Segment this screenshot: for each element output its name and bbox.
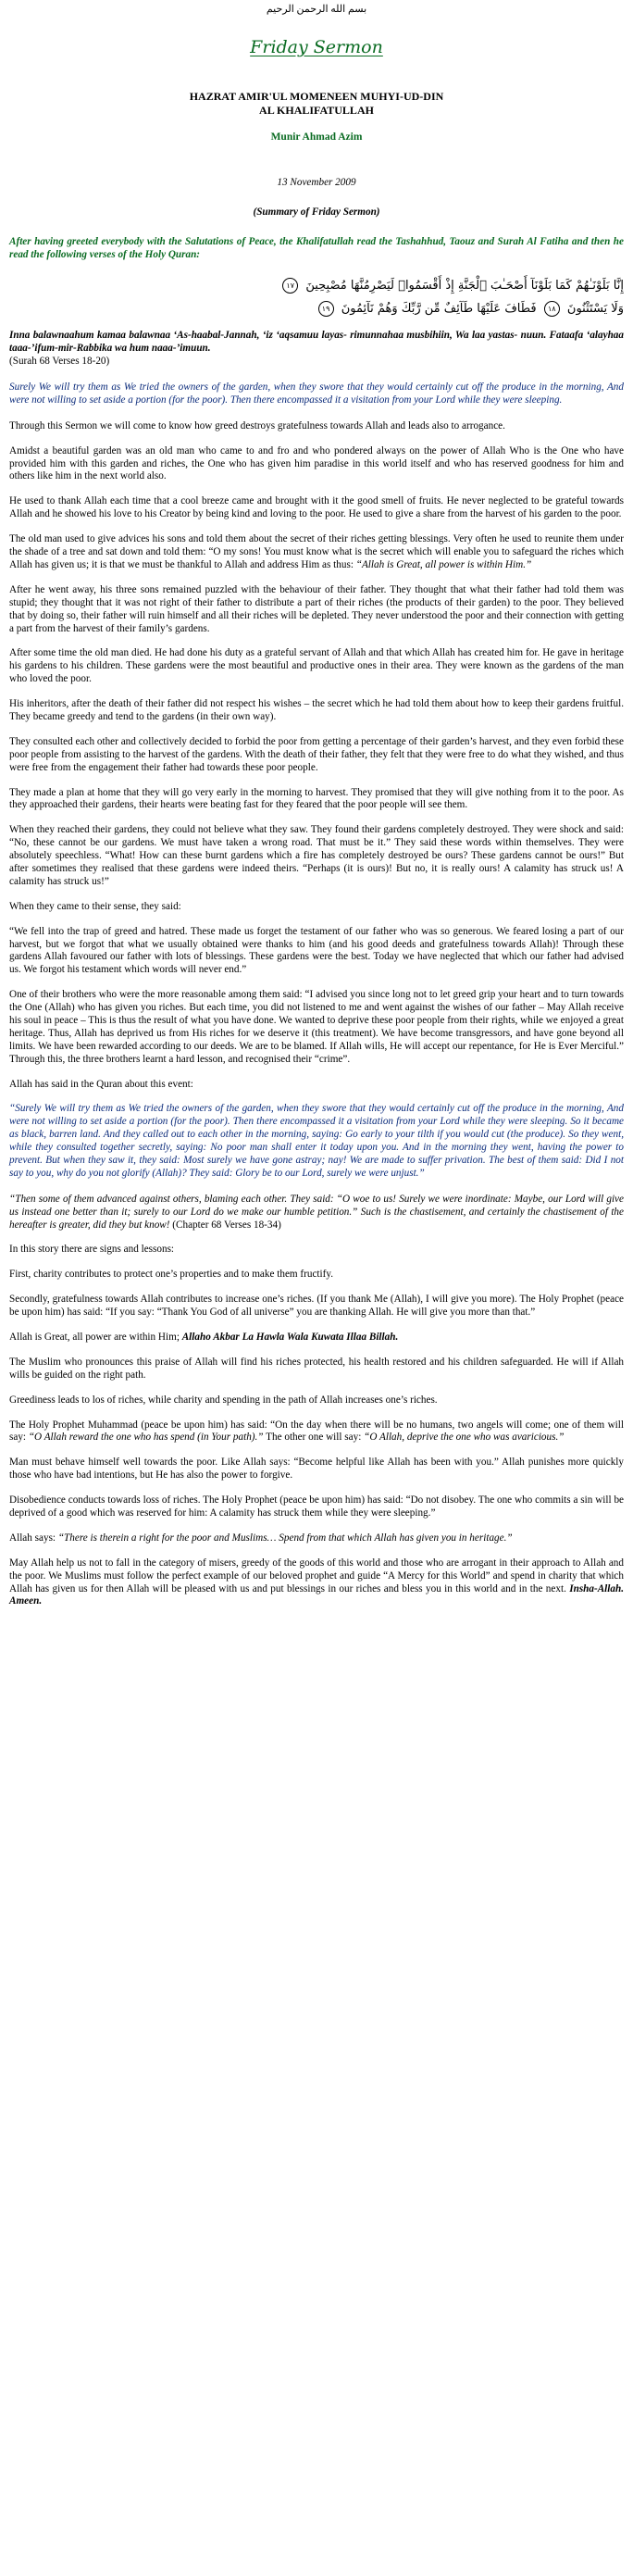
paragraph-9: They made a plan at home that they will go very early in the morning to harvest. They promised that they will give nothing from it to the poor. As they approached their gardens, their hearts were beating fast for they feared that the poor people will see them. bbox=[9, 786, 624, 811]
arabic-verse-text-3: فَطَافَ عَلَيْهَا طَآئِفٌ مِّن رَّبِّكَ وَهُمْ نَآئِمُونَ bbox=[341, 301, 537, 316]
paragraph-6: After some time the old man died. He had done his duty as a grateful servant of Allah and that which Allah has created him for. He gave in heritage his gardens to his children. These gardens were the most beautiful and productive ones in their area. They were known as the gardens of the man who loved the poor. bbox=[9, 647, 624, 685]
verse-marker-18: ١٨ bbox=[544, 301, 560, 317]
speaker-name bbox=[9, 90, 624, 118]
arabic-verse bbox=[9, 275, 624, 320]
summary-label: (Summary of Friday Sermon) bbox=[253, 206, 380, 219]
speaker-line-1: HAZRAT AMIR'UL MOMENEEN MUHYI-UD-DIN bbox=[189, 90, 444, 104]
verse-marker-17: ١٧ bbox=[282, 278, 298, 294]
lesson-behave: Man must behave himself well towards the poor. Like Allah says: “Become helpful like Allah has been with you.” Allah punishes more quickly those who have bad intentions, but He has also the power to forgive. bbox=[9, 1457, 624, 1482]
verse-transliteration: Inna balawnaahum kamaa balawnaa ‘As-haabal-Jannah, ‘iz ‘aqsamuu layas- rimunnahaa musbihiin, Wa laa yastas- nuun. Fataafa ‘alayhaa taaa-’ifum-mir-Rabbika wa hum naaa-’imuun. bbox=[9, 330, 624, 355]
paragraph-4 bbox=[9, 533, 624, 572]
paragraph-2: Amidst a beautiful garden was an old man who came to and fro and who pondered always on the power of Allah Who is the One who have provided him with this garden and riches, the One who has given him paradise in this world itself and who has reserved goodness for him and others like him in the next world also. bbox=[9, 444, 624, 482]
lesson-muslim: The Muslim who pronounces this praise of Allah will find his riches protected, his health restored and his children safeguarded. He will if Allah wills be guided on the right path. bbox=[9, 1356, 624, 1381]
paragraph-11: When they came to their sense, they said: bbox=[9, 900, 181, 912]
paragraph-7: His inheritors, after the death of their father did not respect his wishes – the secret which he had told them about how to keep their gardens fruitful. They became greedy and tend to the gardens (in their own way). bbox=[9, 698, 624, 722]
paragraph-12: “We fell into the trap of greed and hatred. These made us forget the testament of our father who was so generous. We feared losing a part of our harvest, but we forgot that what we usually obtained were thanks to him (and his good deeds and gratefulness towards Allah)! Through these gardens Allah favoured our father with lots of blessings. These gardens were the best. Today we have neglected that which our father had advised us. We forgot his testament which words will never end.” bbox=[9, 925, 624, 976]
paragraph-1: Through this Sermon we will come to know how greed destroys gratefulness towards Allah and leads also to arrogance. bbox=[9, 419, 505, 431]
arabic-verse-line-2 bbox=[9, 298, 624, 321]
lesson-prophet-text-2: The other one will say: bbox=[266, 1432, 362, 1444]
paragraph-5: After he went away, his three sons remained puzzled with the behaviour of their father. They thought that what their father had told them was stupid; they thought that it was not right of their father to distribute a part of their riches (the products of their garden) to the poor. They believed that by doing so, their father will ruin himself and all their riches will be depleted. They never understood the poor and their connection with getting a part from the harvest of their family’s gardens. bbox=[9, 583, 624, 634]
lessons-intro: In this story there are signs and lessons: bbox=[9, 1244, 175, 1256]
paragraph-8: They consulted each other and collectively decided to forbid the poor from getting a percentage of their garden’s harvest, and they even forbid these poor people from assisting to the harvest of the gardens. With the death of their father, they felt that they were free to do what they wished, and thus were free from the engagement their father had towards these poor people. bbox=[9, 735, 624, 773]
quran-quote-2-text: “Then some of them advanced against others, blaming each other. They said: “O woe to us! Surely we were inordinate: Maybe, our Lord will give us instead one better than it; surely to our Lord do we make our humble petition.” Such is the chastisement, and certainly the chastisement of the hereafter is greater, did they but know! bbox=[9, 1193, 624, 1231]
verse-marker-19: ١٩ bbox=[318, 301, 334, 317]
speaker-line-2: AL KHALIFATULLAH bbox=[259, 104, 374, 118]
lesson-disobey: Disobedience conducts towards loss of riches. The Holy Prophet (peace be upon him) has said: “Do not disobey. The one who commits a sin will be deprived of a good which was reserved for him: A calamity has struck them while they were sleeping.” bbox=[9, 1494, 624, 1519]
paragraph-13: One of their brothers who were the more reasonable among them said: “I advised you since long not to let greed grip your heart and to turn towards the One (Allah) who has given you riches. But each time, you did not listened to me and went against the wishes of our father – May Allah receive his soul in peace – This is thus the result of what you have done. We wanted to deprive these poor people from their rights, while we enjoyed a great heritage. Thus, Allah has deprived us from His riches for we deserve it (this treatment). We have become transgressors, and have gone beyond all limits. We have been rewarded according to our deeds. We are to be blamed. If Allah wills, He will accept our repentance, for He is Ever Merciful.” Through this, the three brothers learnt a hard lesson, and recognised their “crime”. bbox=[9, 989, 624, 1065]
closing-paragraph bbox=[9, 1557, 624, 1609]
arabic-verse-line-1 bbox=[9, 275, 624, 298]
paragraph-3: He used to thank Allah each time that a cool breeze came and brought with it the good smell of fruits. He never neglected to be grateful towards Allah and he showed his love to his Creator by being kind and loving to the poor. He used to give a share from the harvest of his garden to the poor. bbox=[9, 495, 624, 520]
paragraph-10: When they reached their gardens, they could not believe what they saw. They found their gardens completely destroyed. They were shock and said: “No, these cannot be our gardens. We must have taken a wrong road. That must be it.” They said these words within themselves. They were absolutely speechless. “What! How can these burnt gardens which a fire has completely destroyed be ours? These gardens cannot be ours!” But after sometimes they realised that these gardens were indeed theirs. “Perhaps (it is ours)! But no, it is really ours! A calamity has struck us! A calamity has struck us!” bbox=[9, 824, 624, 887]
basmala: بسم الله الرحمن الرحيم bbox=[266, 4, 367, 15]
verse-reference: (Surah 68 Verses 18-20) bbox=[9, 356, 110, 368]
translator-name: Munir Ahmad Azim bbox=[270, 131, 363, 144]
sermon-date: 13 November 2009 bbox=[277, 177, 356, 189]
quran-quote-2-reference: (Chapter 68 Verses 18-34) bbox=[172, 1219, 281, 1231]
inline-praise-quote: “Allah is Great, all power is within Him.” bbox=[355, 558, 532, 570]
quran-quote-1: “Surely We will try them as We tried the owners of the garden, when they swore that they would certainly cut off the produce in the morning, And were not willing to set aside a portion (for the poor). Then there encompassed it a visitation from your Lord while they were sleeping. So it became as black, barren land. And they called out to each other in the morning, saying: Go early to your tilth if you would cut (the produce). So they went, while they consulted together secretly, saying: No poor man shall enter it today upon you. And in the morning they went, having the power to prevent. But when they saw it, they said: Most surely we have gone astray; nay! We are made to suffer privation. The best of them said: Did I not say to you, why do you not glorify (Allah)? They said: Glory be to our Lord, surely we were unjust.” bbox=[9, 1103, 624, 1179]
closing-ameen: Insha-Allah. Ameen. bbox=[9, 1582, 625, 1607]
lesson-allah-great-arabic: Allaho Akbar La Hawla Wala Kuwata Illaa Billah. bbox=[181, 1332, 399, 1344]
lesson-prophet-quote-1: “O Allah reward the one who has spend (in Your path).” bbox=[28, 1432, 264, 1444]
lesson-second: Secondly, gratefulness towards Allah contributes to increase one’s riches. (If you thank Me (Allah), I will give you more). The Holy Prophet (peace be upon him) has said: “If you say: “Thank You God of all universe” you are thanking Allah. He will give you more than that.” bbox=[9, 1294, 624, 1319]
lesson-prophet-quote-2: “O Allah, deprive the one who was avaricious.” bbox=[364, 1432, 565, 1444]
lesson-allah-says-quote: “There is therein a right for the poor and Muslims… Spend from that which Allah has given you in heritage.” bbox=[57, 1532, 513, 1544]
page-title: Friday Sermon bbox=[250, 36, 383, 57]
paragraph-4-text: The old man used to give advices his sons and told them about the secret of their riches getting blessings. Very often he used to reunite them under the shade of a tree and sat down and told them: “O my sons! You must know what is the secret which will enable you to safeguard the riches which Allah has given us; it is that we must be thankful to Allah and address Him as thus: bbox=[9, 533, 624, 570]
quran-quote-2 bbox=[9, 1194, 624, 1232]
lesson-allah-great bbox=[9, 1332, 624, 1344]
arabic-verse-text-1: إِنَّا بَلَوْنَـٰهُمْ كَمَا بَلَوْنَآ أَصْحَـٰبَ ٱلْجَنَّةِ إِذْ أَقْسَمُوا۟ لَيَصْرِمُنَّهَا مُصْبِحِينَ bbox=[305, 278, 624, 293]
lesson-greed: Greediness leads to los of riches, while charity and spending in the path of Allah increases one’s riches. bbox=[9, 1394, 438, 1406]
lesson-first: First, charity contributes to protect one’s properties and to make them fructify. bbox=[9, 1269, 334, 1281]
verse-translation: Surely We will try them as We tried the owners of the garden, when they swore that they would certainly cut off the produce in the morning, And were not willing to set aside a portion (for the poor). Then there encompassed it a visitation from your Lord while they were sleeping. bbox=[9, 381, 624, 406]
lesson-allah-great-text: Allah is Great, all power are within Him; bbox=[9, 1332, 180, 1344]
paragraph-14: Allah has said in the Quran about this event: bbox=[9, 1078, 193, 1090]
intro-paragraph: After having greeted everybody with the Salutations of Peace, the Khalifatullah read the Tashahhud, Taouz and Surah Al Fatiha and then he read the following verses of the Holy Quran: bbox=[9, 236, 624, 261]
lesson-prophet-text-1: The Holy Prophet Muhammad (peace be upon him) has said: “On the day when there will be no humans, two angels will come; one of them will say: bbox=[9, 1419, 624, 1444]
lesson-allah-says bbox=[9, 1532, 624, 1545]
lesson-prophet bbox=[9, 1419, 624, 1445]
lesson-allah-says-text: Allah says: bbox=[9, 1532, 56, 1544]
closing-text: May Allah help us not to fall in the category of misers, greedy of the goods of this world and those who are arrogant in their approach to Allah and the poor. We Muslims must follow the perfect example of our beloved prophet and guide “A Mercy for this World” and spend in charity that which Allah has given us for then Allah will be pleased with us and put blessings in our riches and bless you in this world and in the next. bbox=[9, 1557, 624, 1594]
arabic-verse-text-2: وَلَا يَسْتَثْنُونَ bbox=[566, 301, 624, 316]
